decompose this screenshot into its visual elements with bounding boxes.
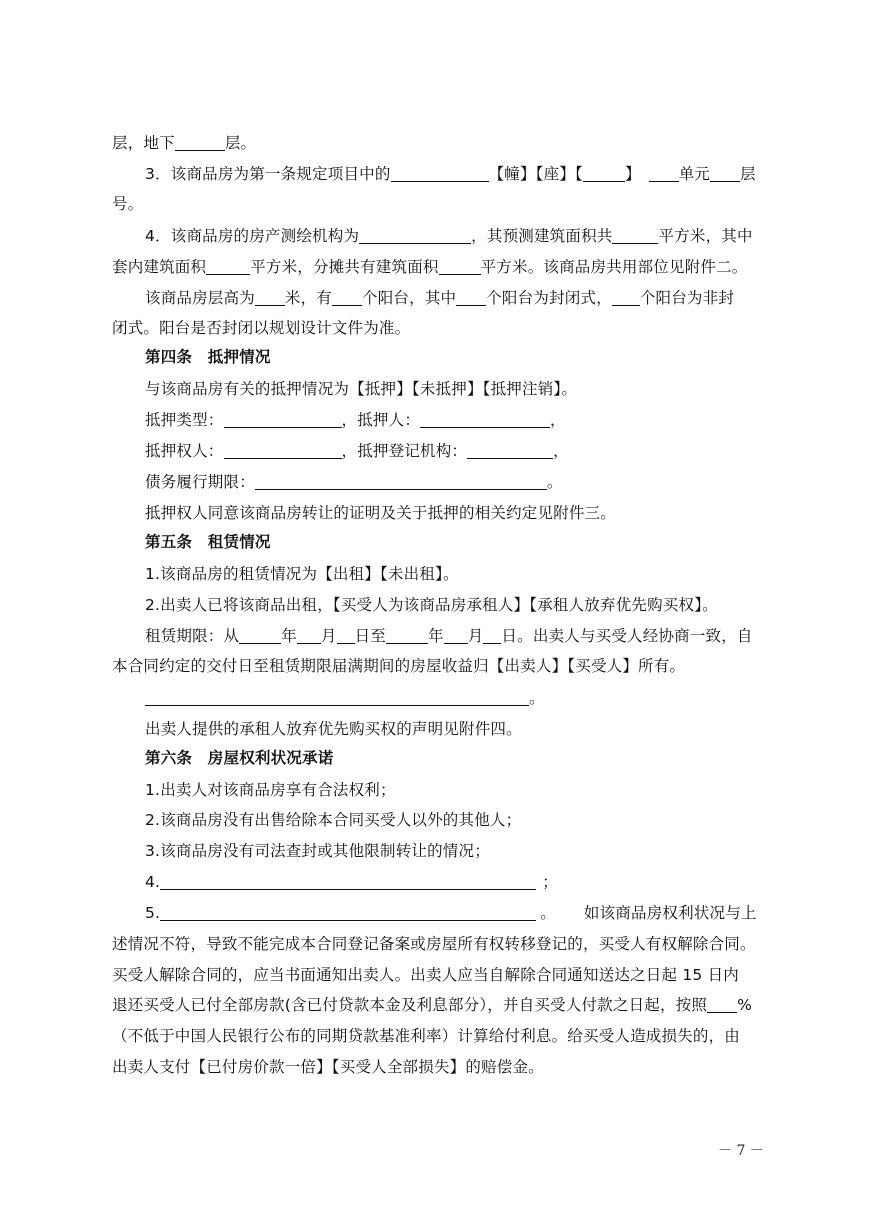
text: 层。 [224,134,257,152]
text-line [145,625,753,647]
text: 。 [540,904,556,922]
blank-underline [239,627,281,644]
text: ； [542,873,558,891]
text-line: 出卖人提供的承租人放弃优先购买权的声明见附件四。 [145,720,522,738]
blank-underline [160,873,536,890]
text: ，抵押登记机构： [341,442,468,460]
text: 年 [281,627,297,645]
text-line: 出卖人支付【已付房价款一倍】【买受人全部损失】的赔偿金。 [112,1058,544,1076]
blank-underline [710,165,740,182]
blank-underline [337,627,355,644]
text-line [145,163,756,185]
text-line [145,225,753,247]
section-heading-5: 第五条 租赁情况 [145,533,271,551]
text-line: （不低于中国人民银行公布的同期贷款基准利率）计算给付利息。给买受人造成损失的，由 [112,1027,741,1045]
text-line [145,287,734,309]
text-line [145,440,569,462]
text-line [145,871,558,893]
text: 年 [428,627,444,645]
text-line: 与该商品房有关的抵押情况为【抵押】【未抵押】【抵押注销】。 [145,380,578,398]
blank-underline [175,134,225,151]
text-line: 号。 [112,195,144,213]
blank-underline [420,411,550,428]
text-line: 3.该商品房没有司法查封或其他限制转让的情况； [145,842,490,860]
text: 】 [624,165,641,183]
text: ，抵押人： [341,411,421,429]
blank-underline [467,442,553,459]
text: 。 [529,689,545,707]
text: 债务履行期限： [145,473,255,491]
text: 单元 [678,165,711,183]
blank-underline [224,442,342,459]
text-line [112,994,752,1016]
blank-underline [483,627,501,644]
text: 该商品房层高为 [145,289,255,307]
blank-underline [255,289,285,306]
text: 抵押类型： [145,411,224,429]
text: 【幢】【座】【 [488,165,583,183]
text: 抵押权人： [145,442,224,460]
text: 月 [467,627,484,645]
text-line: 本合同约定的交付日至租赁期限届满期间的房屋收益归【出卖人】【买受人】所有。 [112,657,686,675]
text-line: 闭式。阳台是否封闭以规划设计文件为准。 [112,319,411,337]
text-line: 述情况不符，导致不能完成本合同登记备案或房屋所有权转移登记的，买受人有权解除合同。 [112,935,756,953]
text: 如该商品房权利状况与上 [583,904,757,922]
text-line [145,471,563,493]
text-line [112,256,748,278]
text-line [145,902,757,924]
text-line [112,132,256,154]
blank-underline [612,289,640,306]
blank-underline [297,627,321,644]
text: 个阳台为非封 [639,289,735,307]
text: 5. [145,904,161,922]
section-heading-4: 第四条 抵押情况 [145,348,271,366]
text: 个阳台，其中 [362,289,457,307]
blank-underline [612,227,658,244]
text-line [145,687,545,709]
text-line: 2.该商品房没有出售给除本合同买受人以外的其他人； [145,811,522,829]
text: 日至 [354,627,387,645]
blank-underline [332,289,362,306]
text-line: 2.出卖人已将该商品出租，【买受人为该商品房承租人】【承租人放弃优先购买权】。 [145,596,718,614]
blank-underline [444,627,468,644]
text-line [145,409,566,431]
text-line: 1.该商品房的租赁情况为【出租】【未出租】。 [145,565,459,583]
blank-underline [456,289,486,306]
text: 平方米。该商品房共用部位见附件二。 [480,258,748,276]
text: 4．该商品房的房产测绘机构为 [145,227,360,245]
text: 月 [320,627,337,645]
text-line: 抵押权人同意该商品房转让的证明及关于抵押的相关约定见附件三。 [145,504,617,522]
section-heading-6: 第六条 房屋权利状况承诺 [145,749,334,767]
blank-underline [224,411,342,428]
text: 日。出卖人与买受人经协商一致，自 [501,627,753,645]
blank-underline [145,689,529,706]
blank-underline [649,165,679,182]
text: 套内建筑面积 [112,258,207,276]
blank-underline [391,165,489,182]
text: ， [553,442,569,460]
text: 层，地下 [112,134,175,152]
page-number: － 7 － [718,1143,764,1159]
blank-underline [583,165,625,182]
text: 平方米，分摊共有建筑面积 [250,258,439,276]
text-line: 买受人解除合同的，应当书面通知出卖人。出卖人应当自解除合同通知送达之日起 15 日内 [112,966,739,984]
blank-underline [255,473,547,490]
text: 。 [546,473,563,491]
text-line: 1.出卖人对该商品房享有合法权利； [145,781,396,799]
blank-underline [160,904,536,921]
text: 米，有 [284,289,333,307]
text: 租赁期限：从 [145,627,240,645]
text: 层 [740,165,756,183]
text: 退还买受人已付全部房款(含已付贷款本金及利息部分），并自买受人付款之日起，按照 [112,996,708,1014]
blank-underline [206,258,250,275]
text: ， [550,411,566,429]
blank-underline [707,996,737,1013]
text: % [737,996,753,1014]
blank-underline [439,258,481,275]
text: 平方米，其中 [658,227,753,245]
blank-underline [386,627,428,644]
text: ，其预测建筑面积共 [471,227,613,245]
text: 3．该商品房为第一条规定项目中的 [145,165,391,183]
text: 个阳台为封闭式， [486,289,612,307]
text: 4. [145,873,161,891]
blank-underline [359,227,471,244]
